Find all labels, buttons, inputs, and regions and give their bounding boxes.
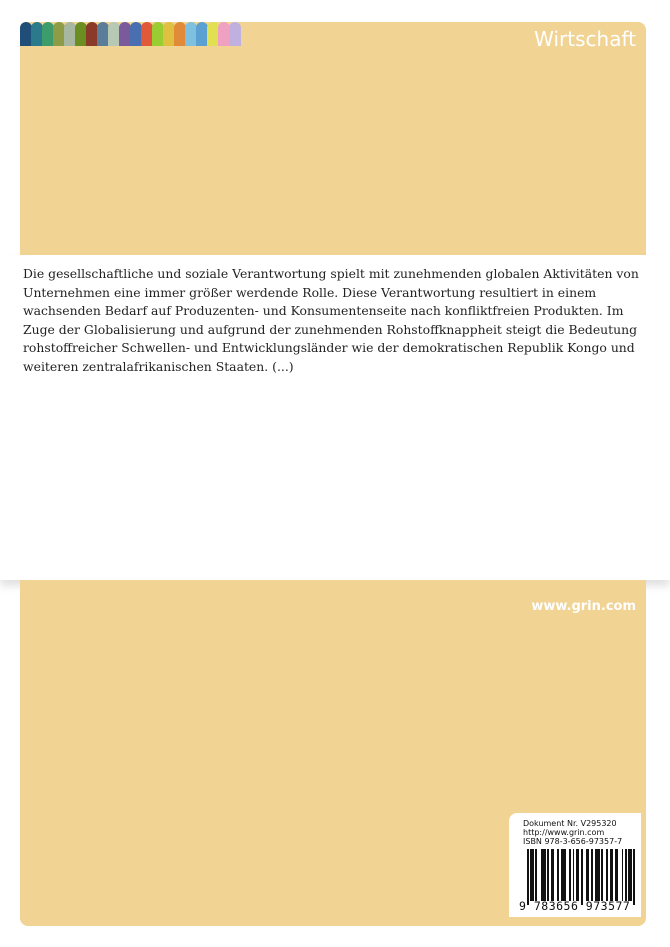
cover-top-panel (20, 22, 646, 255)
color-stripe (229, 22, 241, 46)
barcode-bar (633, 849, 635, 905)
barcode-box (509, 813, 641, 917)
color-stripes (20, 22, 240, 46)
isbn-label: ISBN 978-3-656-97357-7 (523, 837, 623, 846)
barcode-digits: 9 783656 973577 (519, 899, 631, 913)
barcode-bars (527, 849, 635, 901)
document-url: http://www.grin.com (523, 828, 605, 837)
document-number: Dokument Nr. V295320 (523, 819, 617, 828)
category-label: Wirtschaft (534, 27, 636, 51)
abstract-text: Die gesellschaftliche und soziale Verantwortung spielt mit zunehmenden globalen Aktivitäten von Unternehmen eine immer größer werdende Rolle. Diese Verantwortung resultiert in einem wachsenden Bedarf auf Produzenten- und Konsumentenseite nach konfliktfreien Produkten. Im Zuge der Globalisierung und aufgrund der zunehmenden Rohstoffknappheit steigt die Bedeutung rohstoffreicher Schwellen- und Entwicklungsländer wie der demokratischen Republik Kongo und weiteren zentralafrikanischen Staaten. (...) (23, 266, 639, 374)
publisher-website: www.grin.com (531, 599, 636, 614)
